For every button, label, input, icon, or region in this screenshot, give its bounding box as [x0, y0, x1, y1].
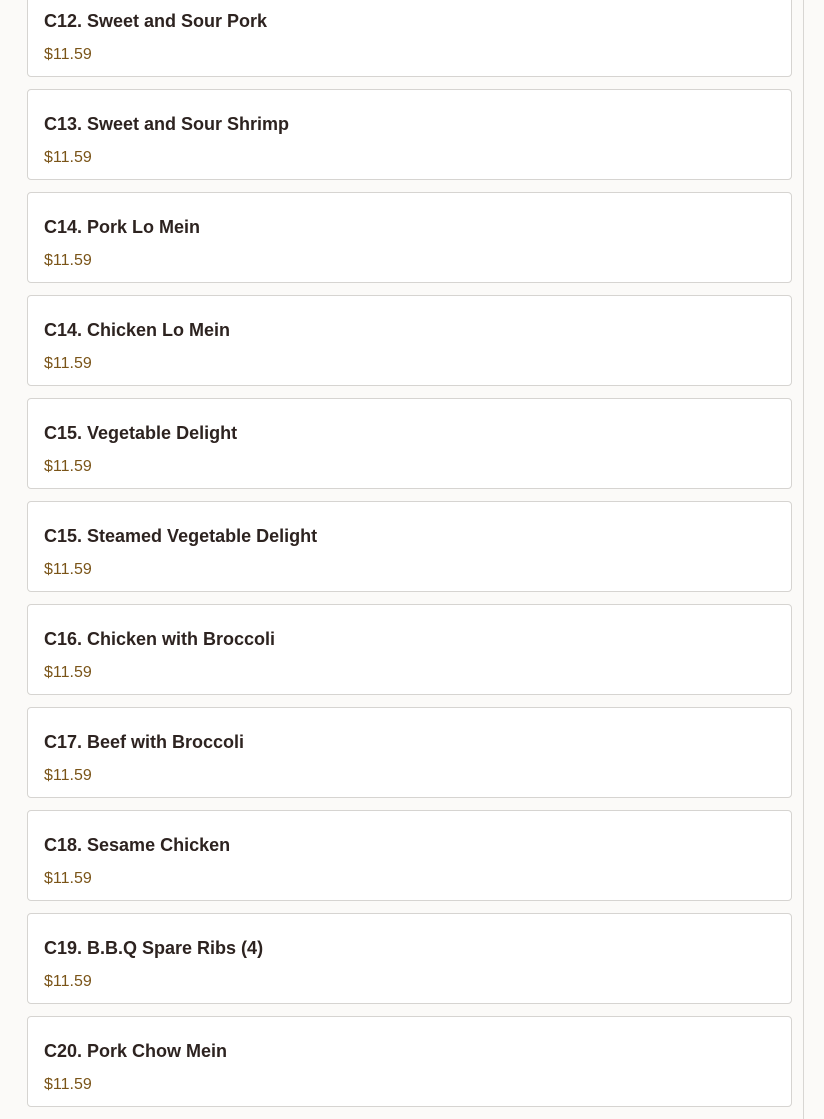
- menu-item-price: $11.59: [44, 767, 92, 784]
- menu-item-c20-pork-chow-mein[interactable]: [27, 1016, 792, 1107]
- menu-item-price: $11.59: [44, 458, 92, 475]
- menu-item-price: $11.59: [44, 1076, 92, 1093]
- menu-item-price: $11.59: [44, 664, 92, 681]
- menu-item-price: $11.59: [44, 46, 92, 63]
- menu-item-name: C20. Pork Chow Mein: [44, 1041, 228, 1061]
- menu-item-price: $11.59: [44, 355, 92, 372]
- menu-item-name: C12. Sweet and Sour Pork: [44, 11, 268, 31]
- menu-item-c15-vegetable-delight[interactable]: [27, 398, 792, 489]
- menu-item-name: C15. Vegetable Delight: [44, 423, 238, 443]
- menu-item-name: C19. B.B.Q Spare Ribs (4): [44, 938, 264, 958]
- menu-item-c15-steamed-vegetable-delight[interactable]: [27, 501, 792, 592]
- menu-item-c14-chicken-lo-mein[interactable]: [27, 295, 792, 386]
- menu-item-name: C15. Steamed Vegetable Delight: [44, 526, 318, 546]
- menu-item-price: $11.59: [44, 561, 92, 578]
- menu-item-price: $11.59: [44, 870, 92, 887]
- menu-item-name: C14. Pork Lo Mein: [44, 217, 201, 237]
- menu-item-c17-beef-with-broccoli[interactable]: [27, 707, 792, 798]
- menu-item-c13-sweet-and-sour-shrimp[interactable]: [27, 89, 792, 180]
- menu-item-c18-sesame-chicken[interactable]: [27, 810, 792, 901]
- menu-item-c14-pork-lo-mein[interactable]: [27, 192, 792, 283]
- menu-item-price: $11.59: [44, 149, 92, 166]
- menu-item-name: C14. Chicken Lo Mein: [44, 320, 231, 340]
- menu-item-c12-sweet-and-sour-pork[interactable]: [27, 0, 792, 77]
- menu-item-list: [27, 0, 792, 1119]
- menu-item-name: C17. Beef with Broccoli: [44, 732, 245, 752]
- menu-item-price: $11.59: [44, 252, 92, 269]
- menu-item-c19-bbq-spare-ribs[interactable]: [27, 913, 792, 1004]
- menu-item-c16-chicken-with-broccoli[interactable]: [27, 604, 792, 695]
- menu-item-name: C16. Chicken with Broccoli: [44, 629, 276, 649]
- scroll-divider: [803, 0, 804, 1119]
- menu-item-price: $11.59: [44, 973, 92, 990]
- menu-item-name: C18. Sesame Chicken: [44, 835, 231, 855]
- menu-item-name: C13. Sweet and Sour Shrimp: [44, 114, 290, 134]
